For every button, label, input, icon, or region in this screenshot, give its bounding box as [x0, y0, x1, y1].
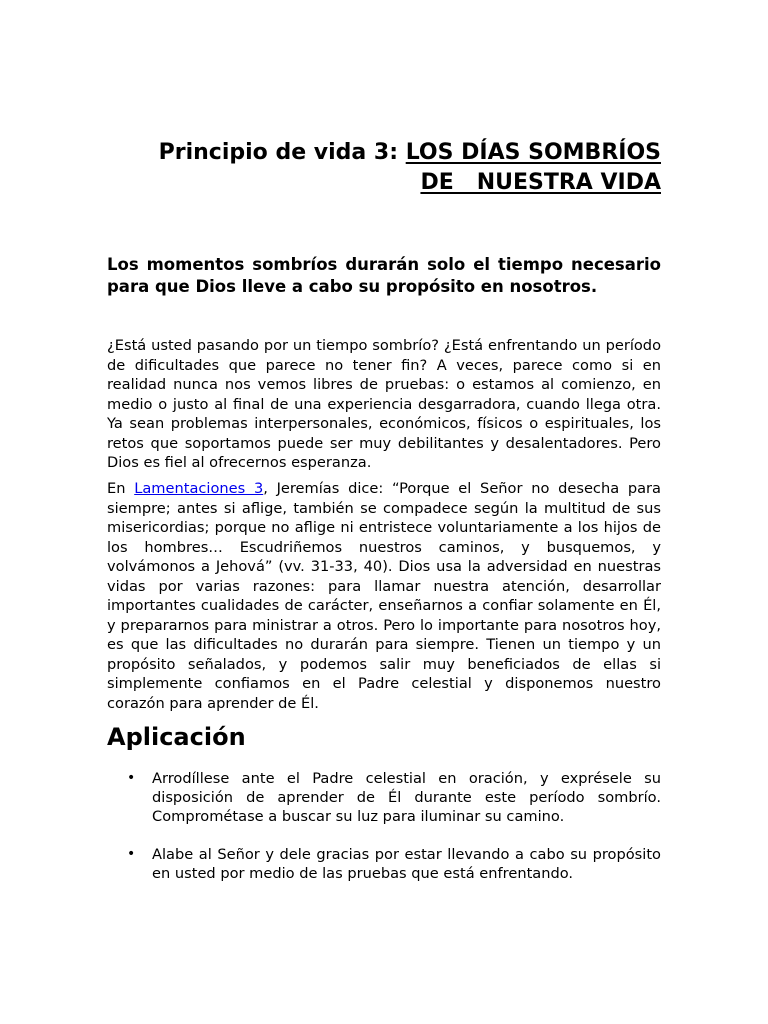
list-item-text: Alabe al Señor y dele gracias por estar llevando a cabo su propósito en usted por medio de las pruebas que está enfrentando. [152, 846, 661, 882]
list-item-text: Arrodíllese ante el Padre celestial en oración, y exprésele su disposición de aprender de Él durante este período sombrío. Comprométase a buscar su luz para iluminar su camino. [152, 770, 661, 825]
bullet-icon: • [127, 846, 136, 862]
bullet-icon: • [127, 770, 136, 786]
paragraph-2 [107, 479, 661, 713]
title-line-2: DE NUESTRA VIDA [420, 170, 661, 195]
lamentaciones-link[interactable]: Lamentaciones 3 [134, 480, 264, 497]
application-list [107, 769, 661, 902]
list-item [107, 845, 661, 883]
paragraph-1: ¿Está usted pasando por un tiempo sombrío? ¿Está enfrentando un período de dificultades que parece no tener fin? A veces, parece como si en realidad nunca nos vemos libres de pruebas: o estamos al comienzo, en medio o justo al final de una experiencia desgarradora, cuando llega otra. Ya sean problemas interpersonales, económicos, físicos o espirituales, los retos que soportamos puede ser muy debilitantes y desalentadores. Pero Dios es fiel al ofrecernos esperanza. [107, 337, 661, 471]
list-item [107, 769, 661, 826]
title-prefix: Principio de vida 3: [158, 140, 406, 165]
application-heading: Aplicación [107, 723, 246, 751]
paragraph-2-intro: En [107, 480, 135, 497]
page-title [107, 138, 661, 198]
title-line-1: LOS DÍAS SOMBRÍOS [405, 140, 661, 165]
subtitle: Los momentos sombríos durarán solo el tiempo necesario para que Dios lleve a cabo su propósito en nosotros. [107, 255, 661, 296]
paragraph-2-body: , Jeremías dice: “Porque el Señor no desecha para siempre; antes si aflige, también se compadece según la multitud de sus misericordias; porque no aflige ni entristece voluntariamente a los hijos de los hombres… Escudriñemos nuestros caminos, y busquemos, y volvámonos a Jehová” (vv. 31-33, 40). Dios usa la adversidad en nuestras vidas por varias razones: para llamar nuestra atención, desarrollar importantes cualidades de carácter, enseñarnos a confiar solamente en Él, y prepararnos para ministrar a otros. Pero lo importante para nosotros hoy, es que las dificultades no durarán para siempre. Tienen un tiempo y un propósito señalados, y podemos salir muy beneficiados de ellas si simplemente confiamos en el Padre celestial y disponemos nuestro corazón para aprender de Él. [107, 480, 662, 712]
